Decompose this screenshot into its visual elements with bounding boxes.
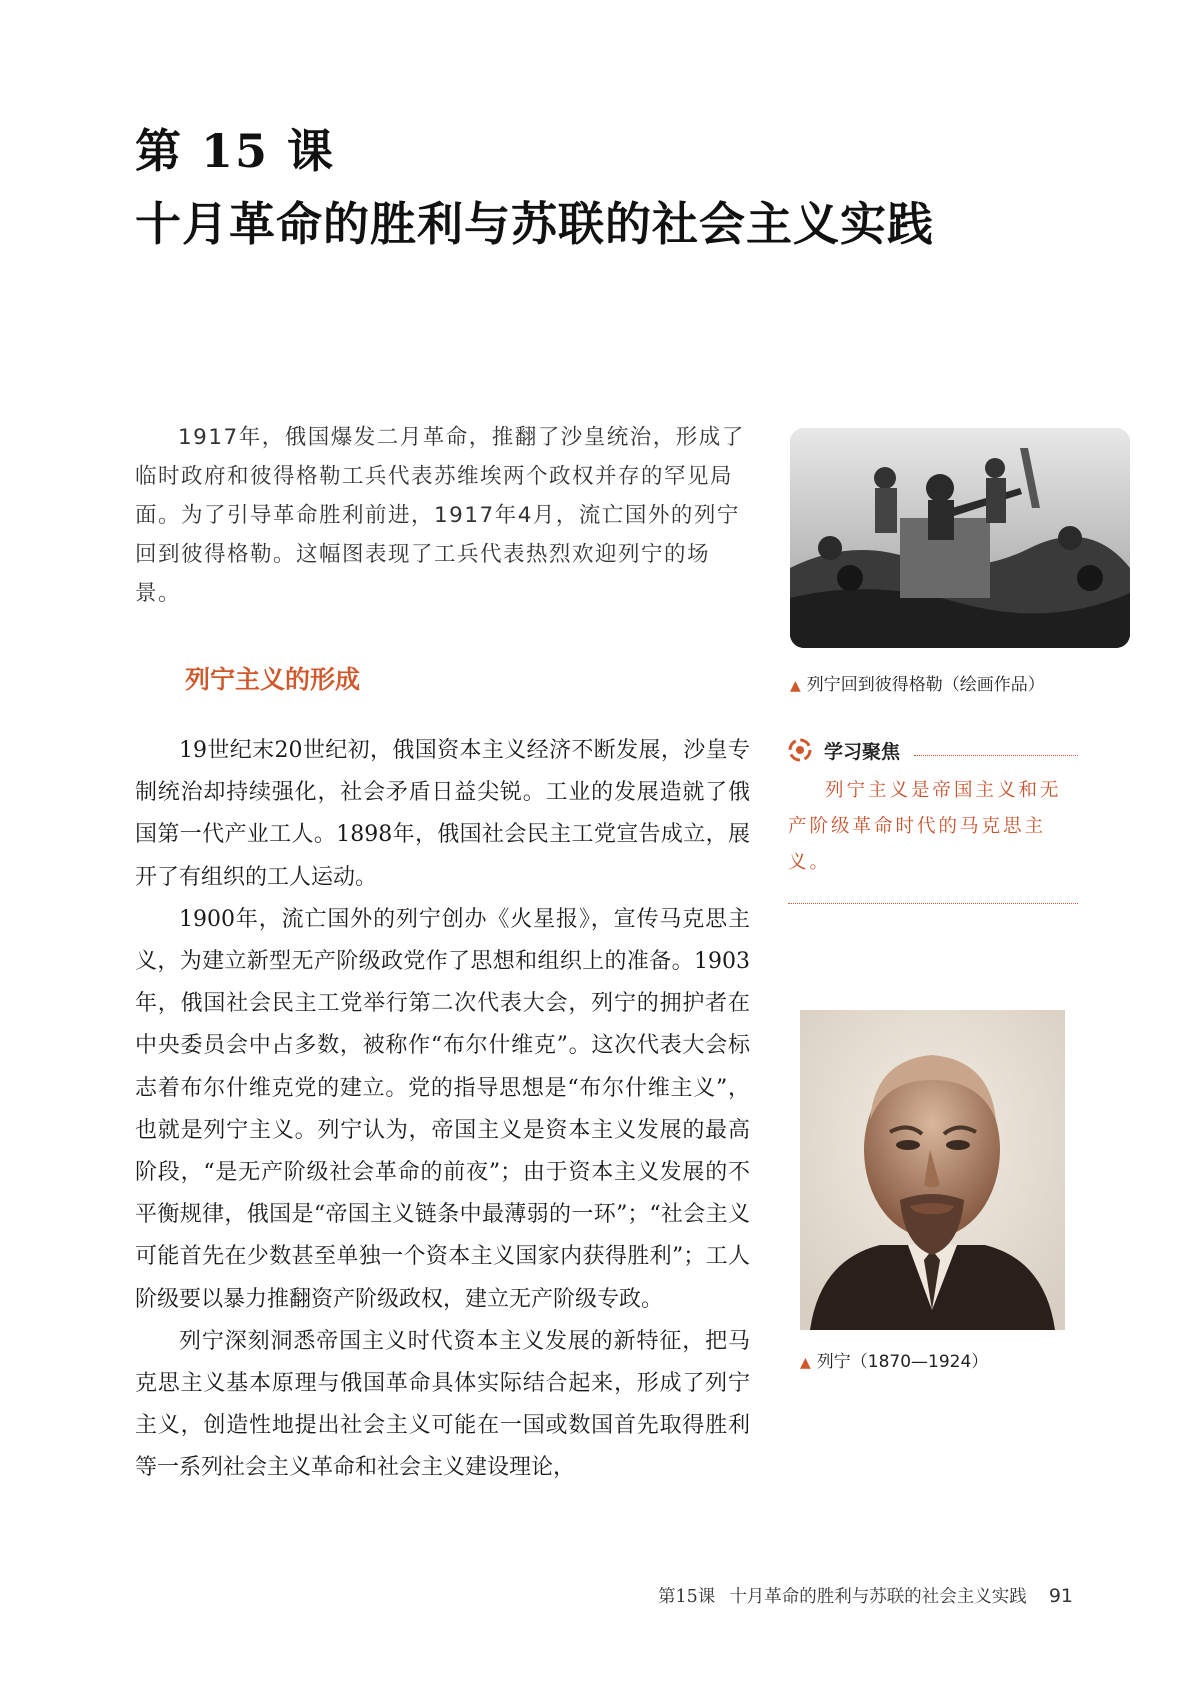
painting-image <box>790 428 1130 648</box>
study-focus-text: 列宁主义是帝国主义和无产阶级革命时代的马克思主义。 <box>788 773 1078 904</box>
target-icon <box>788 738 812 762</box>
painting-caption-text: 列宁回到彼得格勒（绘画作品） <box>806 675 1045 695</box>
page-footer <box>658 1583 1073 1608</box>
dotted-divider <box>914 755 1078 756</box>
footer-chapter: 第15课 <box>658 1587 716 1607</box>
body-paragraph: 列宁深刻洞悉帝国主义时代资本主义发展的新特征，把马克思主义基本原理与俄国革命具体实际结合起来，形成了列宁主义，创造性地提出社会主义可能在一国或数国首先取得胜利等一系列社会主义革命和社会主义建设理论， <box>135 1328 750 1481</box>
study-focus-label: 学习聚焦 <box>824 740 901 763</box>
page-number: 91 <box>1048 1585 1073 1607</box>
footer-title: 十月革命的胜利与苏联的社会主义实践 <box>729 1587 1027 1607</box>
body-paragraph: 19世纪末20世纪初，俄国资本主义经济不断发展，沙皇专制统治却持续强化，社会矛盾日益尖锐。工业的发展造就了俄国第一代产业工人。1898年，俄国社会民主工党宣告成立，展开了有组织的工人运动。 <box>135 738 750 890</box>
portrait-image <box>800 1010 1065 1330</box>
painting-caption <box>790 670 1045 695</box>
study-focus-header <box>788 735 1078 765</box>
intro-paragraph: 1917年，俄国爆发二月革命，推翻了沙皇统治，形成了临时政府和彼得格勒工兵代表苏维埃两个政权并存的罕见局面。为了引导革命胜利前进，1917年4月，流亡国外的列宁回到彼得格勒。这幅图表现了工兵代表热烈欢迎列宁的场景。 <box>135 425 745 606</box>
portrait-caption <box>800 1347 988 1372</box>
lesson-number: 第 15 课 <box>135 124 336 178</box>
section-heading: 列宁主义的形成 <box>185 665 361 694</box>
section-body <box>135 730 750 1490</box>
body-paragraph: 1900年，流亡国外的列宁创办《火星报》，宣传马克思主义，为建立新型无产阶级政党作了思想和组织上的准备。1903年，俄国社会民主工党举行第二次代表大会，列宁的拥护者在中央委员会中占多数，被称作“布尔什维克”。这次代表大会标志着布尔什维克党的建立。党的指导思想是“布尔什维主义”，也就是列宁主义。列宁认为，帝国主义是资本主义发展的最高阶段，“是无产阶级社会革命的前夜”；由于资本主义发展的不平衡规律，俄国是“帝国主义链条中最薄弱的一环”；“社会主义可能首先在少数甚至单独一个资本主义国家内获得胜利”；工人阶级要以暴力推翻资产阶级政权，建立无产阶级专政。 <box>135 906 750 1312</box>
portrait-caption-text: 列宁（1870—1924） <box>816 1352 989 1372</box>
lesson-title: 十月革命的胜利与苏联的社会主义实践 <box>135 197 934 251</box>
study-focus-box <box>788 735 1078 904</box>
triangle-icon: ▲ <box>800 1355 811 1371</box>
triangle-icon: ▲ <box>790 678 801 694</box>
